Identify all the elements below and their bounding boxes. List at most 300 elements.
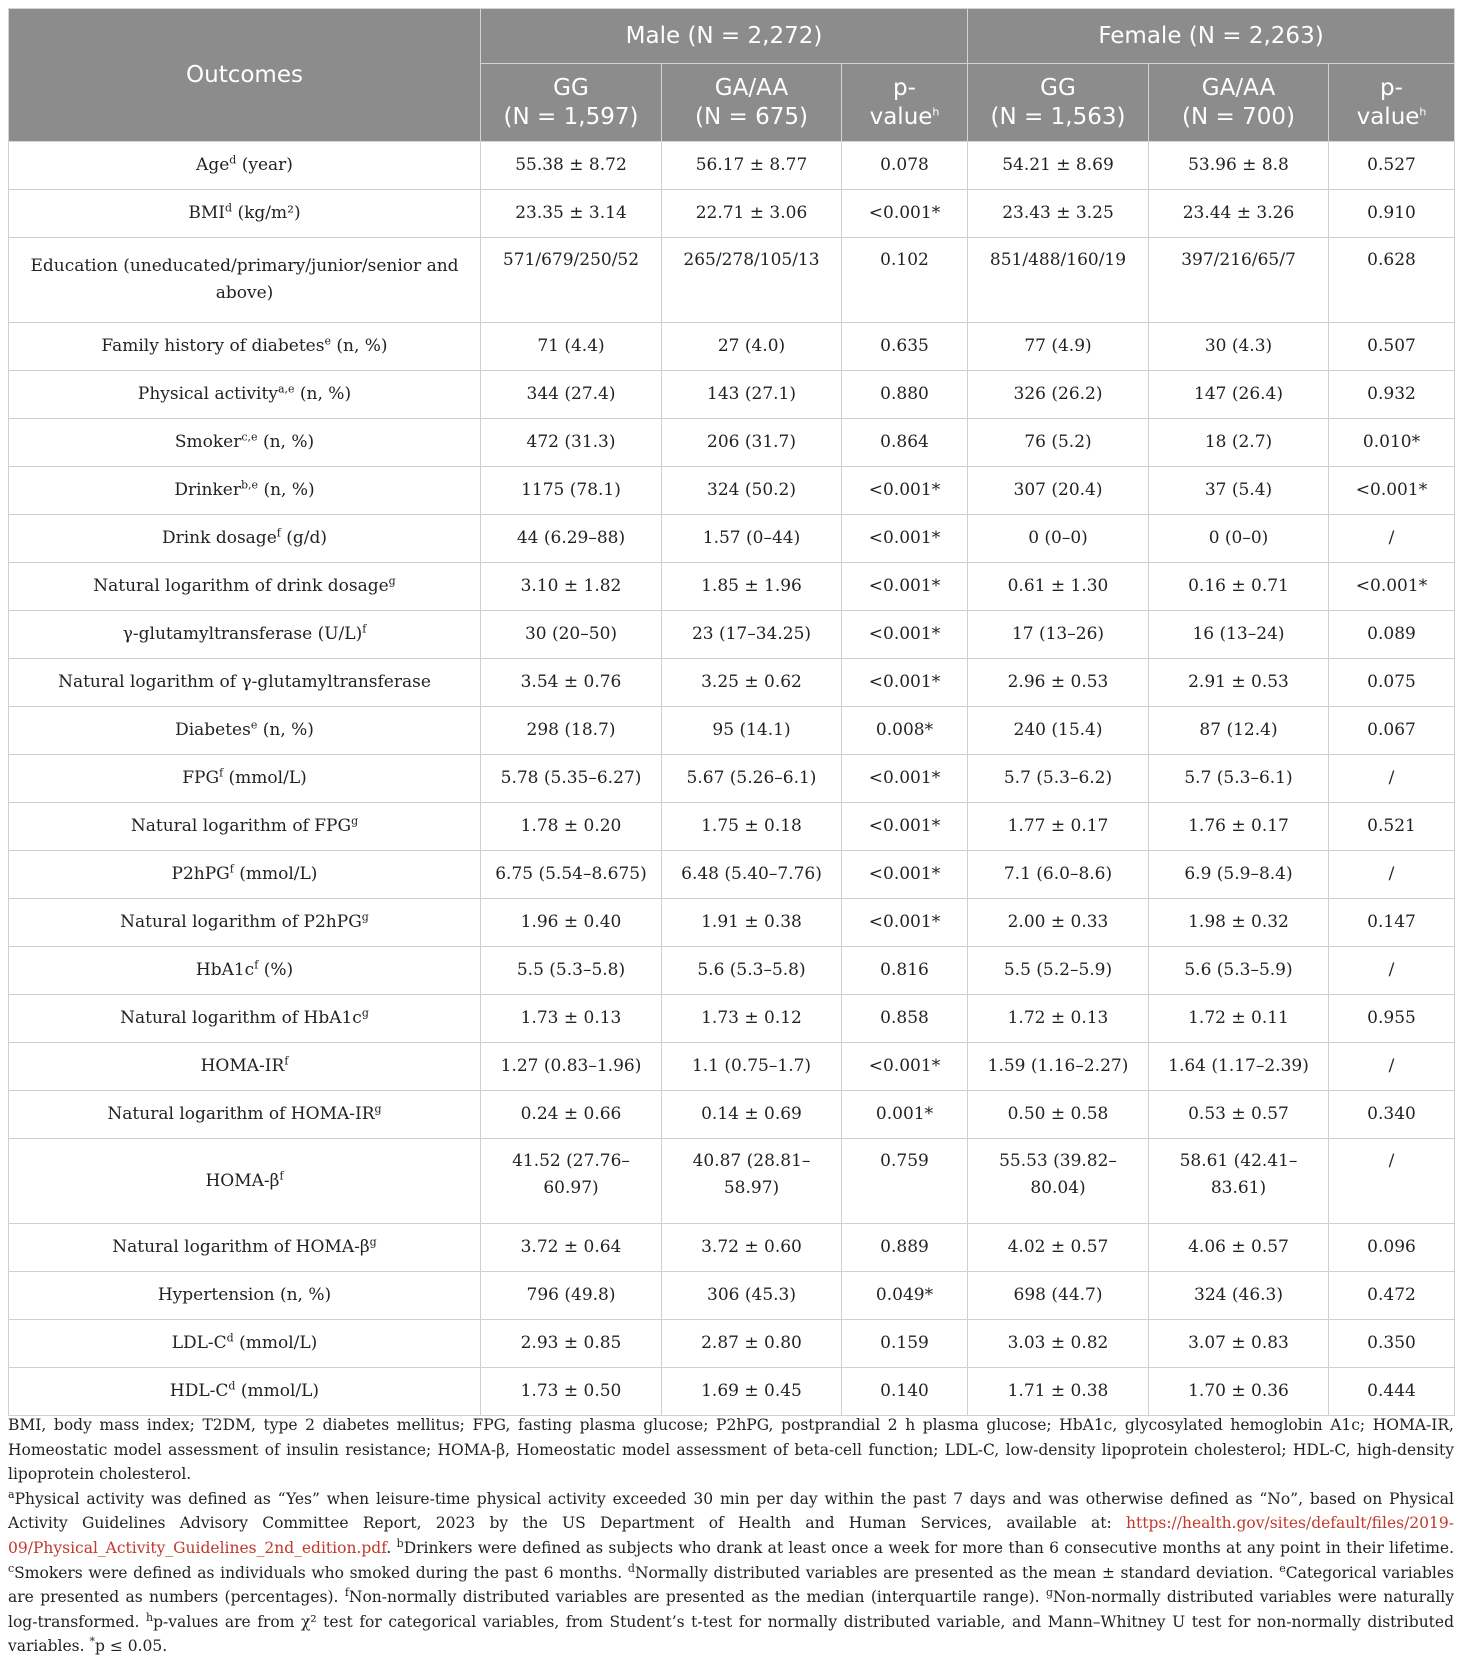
cell-female-gg: 54.21 ± 8.69 xyxy=(968,142,1149,190)
cell-female-ga: 0 (0–0) xyxy=(1149,515,1329,563)
cell-male-gg: 1.73 ± 0.50 xyxy=(481,1368,662,1416)
header-male-ga-line2: (N = 675) xyxy=(695,103,808,130)
cell-outcome xyxy=(9,803,481,851)
outcomes-table xyxy=(8,8,1455,1416)
cell-male-gg: 1.78 ± 0.20 xyxy=(481,803,662,851)
cell-female-ga: 147 (26.4) xyxy=(1149,371,1329,419)
cell-male-ga: 1.85 ± 1.96 xyxy=(662,563,842,611)
table-row xyxy=(9,1091,1455,1139)
cell-male-p: 0.635 xyxy=(842,323,968,371)
cell-female-p: 0.147 xyxy=(1329,899,1455,947)
cell-female-p: 0.340 xyxy=(1329,1091,1455,1139)
cell-male-gg: 571/679/250/52 xyxy=(481,238,662,323)
outcome-label: HbA1c xyxy=(195,960,255,980)
cell-female-ga: 1.98 ± 0.32 xyxy=(1149,899,1329,947)
outcome-label: HOMA-β xyxy=(205,1170,280,1191)
footnote-g-mark: g xyxy=(1045,1586,1054,1599)
cell-female-ga: 4.06 ± 0.57 xyxy=(1149,1224,1329,1272)
cell-outcome xyxy=(9,323,481,371)
outcome-label: Natural logarithm of HOMA-IR xyxy=(107,1104,375,1124)
cell-male-gg: 344 (27.4) xyxy=(481,371,662,419)
cell-male-p: <0.001* xyxy=(842,803,968,851)
footnote-a-end: . xyxy=(386,1538,392,1557)
outcome-footnote-mark: e xyxy=(324,334,331,348)
cell-female-ga: 37 (5.4) xyxy=(1149,467,1329,515)
cell-male-p: <0.001* xyxy=(842,1043,968,1091)
footnote-star-text: p ≤ 0.05. xyxy=(94,1637,168,1656)
cell-outcome xyxy=(9,899,481,947)
cell-male-ga: 3.25 ± 0.62 xyxy=(662,659,842,707)
cell-female-p: / xyxy=(1329,1043,1455,1091)
cell-female-p: 0.628 xyxy=(1329,238,1455,323)
outcome-label: Natural logarithm of P2hPG xyxy=(120,912,362,932)
cell-outcome xyxy=(9,419,481,467)
cell-outcome xyxy=(9,1091,481,1139)
cell-female-gg: 5.5 (5.2–5.9) xyxy=(968,947,1149,995)
cell-female-gg: 17 (13–26) xyxy=(968,611,1149,659)
cell-male-ga: 1.75 ± 0.18 xyxy=(662,803,842,851)
outcome-footnote-mark: d xyxy=(228,1379,236,1393)
cell-female-gg: 77 (4.9) xyxy=(968,323,1149,371)
table-row xyxy=(9,1224,1455,1272)
cell-female-p: 0.089 xyxy=(1329,611,1455,659)
header-female-gg-line1: GG xyxy=(1040,74,1076,101)
cell-male-p: <0.001* xyxy=(842,467,968,515)
header-male-p xyxy=(842,64,968,142)
cell-outcome xyxy=(9,1272,481,1320)
cell-male-p: <0.001* xyxy=(842,851,968,899)
table-row xyxy=(9,323,1455,371)
cell-female-gg: 7.1 (6.0–8.6) xyxy=(968,851,1149,899)
outcome-unit: (g/d) xyxy=(286,528,328,548)
cell-male-ga: 1.1 (0.75–1.7) xyxy=(662,1043,842,1091)
header-male-gg-line1: GG xyxy=(553,74,589,101)
cell-outcome xyxy=(9,1368,481,1416)
cell-male-ga: 306 (45.3) xyxy=(662,1272,842,1320)
table-row xyxy=(9,515,1455,563)
cell-male-p: 0.008* xyxy=(842,707,968,755)
cell-female-gg: 55.53 (39.82–80.04) xyxy=(968,1139,1149,1224)
table-row xyxy=(9,563,1455,611)
outcome-footnote-mark: g xyxy=(374,1102,382,1116)
cell-outcome xyxy=(9,467,481,515)
footnote-d-text: Normally distributed variables are presented as the mean ± standard deviation. xyxy=(634,1563,1274,1582)
footnote-a-text: Physical activity was defined as “Yes” when leisure-time physical activity exceeded 30 min per day within the past 7 days and was otherwise defined as “No”, based on Physical Activity Guidelines Advisory Committee Report, 2023 by the US Department of Health and Human Services, available at: xyxy=(8,1489,1454,1533)
outcome-unit: (n, %) xyxy=(279,1285,332,1305)
table-row xyxy=(9,190,1455,238)
cell-male-p: 0.102 xyxy=(842,238,968,323)
header-male-ga xyxy=(662,64,842,142)
footnote-h-text: p-values are from χ² test for categorical variables, from Student’s t-test for normally distributed variable, and Mann–Whitney U test for non-normally distributed variables. xyxy=(8,1612,1454,1656)
cell-male-ga: 1.91 ± 0.38 xyxy=(662,899,842,947)
header-p-sup: h xyxy=(1419,104,1427,118)
cell-outcome xyxy=(9,238,481,323)
outcome-footnote-mark: f xyxy=(279,1168,284,1182)
cell-outcome xyxy=(9,1320,481,1368)
cell-male-gg: 71 (4.4) xyxy=(481,323,662,371)
footnote-g-text: Non-normally distributed variables were naturally log-transformed. xyxy=(8,1588,1454,1631)
cell-male-ga: 27 (4.0) xyxy=(662,323,842,371)
cell-female-gg: 0.61 ± 1.30 xyxy=(968,563,1149,611)
outcome-unit: (mmol/L) xyxy=(239,864,318,884)
outcome-unit: (%) xyxy=(263,960,294,980)
outcome-footnote-mark: f xyxy=(254,958,259,972)
footnote-e-mark: e xyxy=(1279,1561,1286,1575)
outcome-footnote-mark: g xyxy=(361,1006,369,1020)
cell-female-gg: 0.50 ± 0.58 xyxy=(968,1091,1149,1139)
header-p-line2: value xyxy=(1356,103,1420,130)
cell-male-p: 0.880 xyxy=(842,371,968,419)
cell-female-ga: 2.91 ± 0.53 xyxy=(1149,659,1329,707)
cell-female-ga: 5.6 (5.3–5.9) xyxy=(1149,947,1329,995)
cell-male-gg: 5.5 (5.3–5.8) xyxy=(481,947,662,995)
cell-male-ga: 265/278/105/13 xyxy=(662,238,842,323)
header-p-line1: p- xyxy=(1380,74,1403,101)
cell-female-ga: 397/216/65/7 xyxy=(1149,238,1329,323)
cell-female-gg: 1.71 ± 0.38 xyxy=(968,1368,1149,1416)
cell-female-ga: 324 (46.3) xyxy=(1149,1272,1329,1320)
footnote-definitions xyxy=(8,1487,1454,1659)
cell-male-ga: 5.67 (5.26–6.1) xyxy=(662,755,842,803)
header-male-ga-line1: GA/AA xyxy=(714,74,789,101)
table-row xyxy=(9,1272,1455,1320)
cell-male-p: 0.858 xyxy=(842,995,968,1043)
outcome-label: Hypertension xyxy=(157,1285,275,1305)
cell-male-ga: 40.87 (28.81–58.97) xyxy=(662,1139,842,1224)
outcome-footnote-mark: f xyxy=(284,1054,289,1068)
table-row xyxy=(9,1320,1455,1368)
table-row xyxy=(9,142,1455,190)
cell-female-ga: 16 (13–24) xyxy=(1149,611,1329,659)
footnote-f-mark: f xyxy=(344,1586,349,1599)
header-female-ga-line1: GA/AA xyxy=(1201,74,1276,101)
cell-male-p: <0.001* xyxy=(842,899,968,947)
header-female-gg xyxy=(968,64,1149,142)
outcome-unit: (mmol/L) xyxy=(240,1381,320,1401)
cell-female-p: / xyxy=(1329,851,1455,899)
cell-male-gg: 23.35 ± 3.14 xyxy=(481,190,662,238)
cell-male-p: 0.001* xyxy=(842,1091,968,1139)
cell-female-ga: 1.70 ± 0.36 xyxy=(1149,1368,1329,1416)
table-row xyxy=(9,707,1455,755)
outcome-footnote-mark: d xyxy=(229,153,237,167)
cell-male-p: <0.001* xyxy=(842,190,968,238)
cell-male-gg: 3.10 ± 1.82 xyxy=(481,563,662,611)
cell-female-p: 0.932 xyxy=(1329,371,1455,419)
cell-male-p: 0.140 xyxy=(842,1368,968,1416)
cell-female-p: 0.075 xyxy=(1329,659,1455,707)
cell-female-ga: 1.64 (1.17–2.39) xyxy=(1149,1043,1329,1091)
cell-male-p: 0.864 xyxy=(842,419,968,467)
outcome-footnote-mark: d xyxy=(226,1331,234,1345)
footnote-c-mark: c xyxy=(8,1561,15,1575)
outcome-label: Physical activity xyxy=(137,384,278,404)
outcome-label: Natural logarithm of HbA1c xyxy=(120,1008,362,1028)
cell-female-p: 0.010* xyxy=(1329,419,1455,467)
outcome-footnote-mark: f xyxy=(229,862,234,876)
outcome-label: Age xyxy=(196,155,230,175)
cell-female-p: / xyxy=(1329,947,1455,995)
cell-male-p: <0.001* xyxy=(842,515,968,563)
cell-outcome xyxy=(9,707,481,755)
table-row xyxy=(9,851,1455,899)
footnote-e-text: Categorical variables are presented as numbers (percentages). xyxy=(8,1563,1454,1607)
footnote-b-text: Drinkers were defined as subjects who drank at least once a week for more than 6 consecutive months at any point in their lifetime. xyxy=(403,1538,1454,1557)
cell-female-gg: 240 (15.4) xyxy=(968,707,1149,755)
cell-male-p: <0.001* xyxy=(842,611,968,659)
header-outcomes: Outcomes xyxy=(9,9,481,142)
outcome-label: Family history of diabetes xyxy=(101,336,325,356)
cell-male-p: 0.889 xyxy=(842,1224,968,1272)
cell-female-gg: 851/488/160/19 xyxy=(968,238,1149,323)
cell-male-gg: 1.27 (0.83–1.96) xyxy=(481,1043,662,1091)
footnote-a-mark: a xyxy=(8,1487,15,1501)
outcome-label: Natural logarithm of γ-glutamyltransferase xyxy=(58,672,431,692)
table-row xyxy=(9,899,1455,947)
cell-male-ga: 6.48 (5.40–7.76) xyxy=(662,851,842,899)
cell-male-gg: 1175 (78.1) xyxy=(481,467,662,515)
cell-female-p: 0.521 xyxy=(1329,803,1455,851)
header-p-line1: p- xyxy=(893,74,916,101)
cell-female-p: 0.472 xyxy=(1329,1272,1455,1320)
outcome-label: HDL-C xyxy=(169,1381,229,1401)
outcome-footnote-mark: g xyxy=(361,910,369,924)
cell-female-gg: 23.43 ± 3.25 xyxy=(968,190,1149,238)
table-body xyxy=(9,142,1455,1416)
outcome-label: Drink dosage xyxy=(161,528,277,548)
cell-male-ga: 324 (50.2) xyxy=(662,467,842,515)
outcome-footnote-mark: g xyxy=(351,814,359,828)
cell-female-p: / xyxy=(1329,515,1455,563)
cell-outcome xyxy=(9,1224,481,1272)
cell-female-ga: 3.07 ± 0.83 xyxy=(1149,1320,1329,1368)
cell-outcome xyxy=(9,563,481,611)
cell-outcome xyxy=(9,947,481,995)
outcome-unit: (mmol/L) xyxy=(228,768,307,788)
table-row xyxy=(9,238,1455,323)
outcome-unit: (n, %) xyxy=(262,432,315,452)
outcome-footnote-mark: g xyxy=(369,1235,377,1249)
cell-outcome xyxy=(9,142,481,190)
cell-male-gg: 298 (18.7) xyxy=(481,707,662,755)
outcome-label: LDL-C xyxy=(171,1333,227,1353)
cell-outcome xyxy=(9,515,481,563)
cell-female-gg: 5.7 (5.3–6.2) xyxy=(968,755,1149,803)
cell-outcome xyxy=(9,190,481,238)
outcome-footnote-mark: b,e xyxy=(240,478,259,492)
cell-male-gg: 44 (6.29–88) xyxy=(481,515,662,563)
cell-male-p: <0.001* xyxy=(842,563,968,611)
cell-male-ga: 2.87 ± 0.80 xyxy=(662,1320,842,1368)
cell-female-gg: 1.59 (1.16–2.27) xyxy=(968,1043,1149,1091)
cell-female-p: 0.527 xyxy=(1329,142,1455,190)
cell-female-gg: 76 (5.2) xyxy=(968,419,1149,467)
cell-male-gg: 796 (49.8) xyxy=(481,1272,662,1320)
cell-female-ga: 0.53 ± 0.57 xyxy=(1149,1091,1329,1139)
outcome-label: HOMA-IR xyxy=(200,1056,285,1076)
cell-female-ga: 0.16 ± 0.71 xyxy=(1149,563,1329,611)
cell-male-ga: 1.73 ± 0.12 xyxy=(662,995,842,1043)
header-female: Female (N = 2,263) xyxy=(968,9,1455,64)
cell-male-p: 0.816 xyxy=(842,947,968,995)
cell-outcome xyxy=(9,371,481,419)
cell-outcome xyxy=(9,995,481,1043)
cell-female-p: / xyxy=(1329,755,1455,803)
table-row xyxy=(9,371,1455,419)
cell-female-gg: 307 (20.4) xyxy=(968,467,1149,515)
cell-female-ga: 1.72 ± 0.11 xyxy=(1149,995,1329,1043)
table-row xyxy=(9,803,1455,851)
outcome-label: Drinker xyxy=(174,480,241,500)
cell-female-gg: 326 (26.2) xyxy=(968,371,1149,419)
outcome-footnote-mark: a,e xyxy=(277,382,295,396)
cell-female-gg: 4.02 ± 0.57 xyxy=(968,1224,1149,1272)
cell-male-gg: 0.24 ± 0.66 xyxy=(481,1091,662,1139)
footnote-d-mark: d xyxy=(627,1561,635,1575)
cell-female-p: 0.096 xyxy=(1329,1224,1455,1272)
outcome-footnote-mark: e xyxy=(250,718,258,732)
footnotes xyxy=(8,1413,1454,1659)
cell-female-p: 0.067 xyxy=(1329,707,1455,755)
outcome-footnote-mark: f xyxy=(362,622,367,636)
cell-male-gg: 2.93 ± 0.85 xyxy=(481,1320,662,1368)
outcome-unit: (mmol/L) xyxy=(239,1333,318,1353)
table-header xyxy=(9,9,1455,142)
header-female-ga-line2: (N = 700) xyxy=(1182,103,1295,130)
cell-female-p: 0.507 xyxy=(1329,323,1455,371)
cell-outcome xyxy=(9,659,481,707)
cell-male-gg: 472 (31.3) xyxy=(481,419,662,467)
cell-male-p: 0.049* xyxy=(842,1272,968,1320)
cell-male-gg: 55.38 ± 8.72 xyxy=(481,142,662,190)
cell-female-ga: 87 (12.4) xyxy=(1149,707,1329,755)
cell-female-gg: 0 (0–0) xyxy=(968,515,1149,563)
cell-outcome xyxy=(9,851,481,899)
cell-female-gg: 3.03 ± 0.82 xyxy=(968,1320,1149,1368)
footnote-star-mark: * xyxy=(89,1635,95,1649)
cell-male-ga: 3.72 ± 0.60 xyxy=(662,1224,842,1272)
outcome-footnote-mark: f xyxy=(219,766,224,780)
cell-male-gg: 41.52 (27.76–60.97) xyxy=(481,1139,662,1224)
cell-female-ga: 18 (2.7) xyxy=(1149,419,1329,467)
footnote-a-link[interactable]: https://health.gov/sites/default/files/2019-09/Physical_Activity_Guidelines_2nd_edition.pdf xyxy=(8,1514,1454,1557)
header-male: Male (N = 2,272) xyxy=(481,9,968,64)
cell-male-p: 0.159 xyxy=(842,1320,968,1368)
cell-female-ga: 58.61 (42.41–83.61) xyxy=(1149,1139,1329,1224)
table-row xyxy=(9,995,1455,1043)
cell-female-gg: 2.96 ± 0.53 xyxy=(968,659,1149,707)
cell-female-p: 0.910 xyxy=(1329,190,1455,238)
cell-outcome xyxy=(9,1139,481,1224)
table-row xyxy=(9,1043,1455,1091)
outcome-unit: (n, %) xyxy=(262,720,314,740)
cell-male-p: 0.078 xyxy=(842,142,968,190)
outcome-unit: (kg/m²) xyxy=(237,203,301,223)
outcome-footnote-mark: d xyxy=(225,201,233,215)
cell-outcome xyxy=(9,1043,481,1091)
cell-female-gg: 698 (44.7) xyxy=(968,1272,1149,1320)
cell-female-gg: 2.00 ± 0.33 xyxy=(968,899,1149,947)
table-row xyxy=(9,947,1455,995)
cell-female-p: / xyxy=(1329,1139,1455,1224)
header-male-gg xyxy=(481,64,662,142)
outcome-footnote-mark: f xyxy=(276,526,281,540)
cell-female-ga: 53.96 ± 8.8 xyxy=(1149,142,1329,190)
table-row xyxy=(9,659,1455,707)
cell-female-p: <0.001* xyxy=(1329,467,1455,515)
table-container xyxy=(8,8,1454,1416)
cell-female-ga: 6.9 (5.9–8.4) xyxy=(1149,851,1329,899)
cell-male-ga: 0.14 ± 0.69 xyxy=(662,1091,842,1139)
table-row xyxy=(9,755,1455,803)
cell-female-ga: 23.44 ± 3.26 xyxy=(1149,190,1329,238)
outcome-unit: (year) xyxy=(241,155,293,175)
cell-male-ga: 22.71 ± 3.06 xyxy=(662,190,842,238)
table-row xyxy=(9,1368,1455,1416)
cell-female-p: 0.444 xyxy=(1329,1368,1455,1416)
cell-male-ga: 5.6 (5.3–5.8) xyxy=(662,947,842,995)
outcome-label: BMI xyxy=(188,203,226,223)
header-p-line2: value xyxy=(869,103,933,130)
cell-male-gg: 6.75 (5.54–8.675) xyxy=(481,851,662,899)
header-female-p xyxy=(1329,64,1455,142)
outcome-footnote-mark: g xyxy=(388,574,396,588)
outcome-unit: (n, %) xyxy=(263,480,315,500)
header-male-gg-line2: (N = 1,597) xyxy=(503,103,639,130)
cell-male-ga: 95 (14.1) xyxy=(662,707,842,755)
cell-outcome xyxy=(9,755,481,803)
cell-male-ga: 1.57 (0–44) xyxy=(662,515,842,563)
footnote-abbrev-text: BMI, body mass index; T2DM, type 2 diabetes mellitus; FPG, fasting plasma glucose; P2hPG, postprandial 2 h plasma glucose; HbA1c, glycosylated hemoglobin A1c; HOMA-IR, Homeostatic model assessment of insulin resistance; HOMA-β, Homeostatic model assessment of beta-cell function; LDL-C, low-density lipoprotein cholesterol; HDL-C, high-density lipoprotein cholesterol. xyxy=(8,1416,1454,1484)
cell-male-gg: 3.72 ± 0.64 xyxy=(481,1224,662,1272)
cell-female-ga: 30 (4.3) xyxy=(1149,323,1329,371)
cell-female-ga: 5.7 (5.3–6.1) xyxy=(1149,755,1329,803)
cell-male-p: 0.759 xyxy=(842,1139,968,1224)
table-row xyxy=(9,611,1455,659)
cell-male-ga: 206 (31.7) xyxy=(662,419,842,467)
outcome-label: Natural logarithm of FPG xyxy=(130,816,352,836)
cell-male-p: <0.001* xyxy=(842,659,968,707)
footnote-abbreviations xyxy=(8,1413,1454,1487)
header-female-ga xyxy=(1149,64,1329,142)
cell-male-p: <0.001* xyxy=(842,755,968,803)
cell-female-gg: 1.77 ± 0.17 xyxy=(968,803,1149,851)
cell-female-p: <0.001* xyxy=(1329,563,1455,611)
outcome-label: γ-glutamyltransferase (U/L) xyxy=(122,624,363,644)
table-row xyxy=(9,467,1455,515)
outcome-label: Diabetes xyxy=(175,720,251,740)
footnote-f-text: Non-normally distributed variables are presented as the median (interquartile range). xyxy=(348,1588,1040,1607)
outcome-unit: (n, %) xyxy=(299,384,352,404)
table-row xyxy=(9,1139,1455,1224)
outcome-unit: (n, %) xyxy=(336,336,388,356)
cell-female-ga: 1.76 ± 0.17 xyxy=(1149,803,1329,851)
cell-male-gg: 3.54 ± 0.76 xyxy=(481,659,662,707)
cell-male-ga: 23 (17–34.25) xyxy=(662,611,842,659)
outcome-label: FPG xyxy=(182,768,220,788)
cell-male-gg: 5.78 (5.35–6.27) xyxy=(481,755,662,803)
header-female-gg-line2: (N = 1,563) xyxy=(990,103,1126,130)
cell-male-ga: 1.69 ± 0.45 xyxy=(662,1368,842,1416)
outcome-label: Natural logarithm of drink dosage xyxy=(93,576,389,596)
cell-outcome xyxy=(9,611,481,659)
cell-male-gg: 30 (20–50) xyxy=(481,611,662,659)
cell-male-ga: 56.17 ± 8.77 xyxy=(662,142,842,190)
footnote-b-mark: b xyxy=(396,1536,404,1550)
outcome-label: Smoker xyxy=(174,432,242,452)
outcome-label: Education (uneducated/primary/junior/senior and above) xyxy=(30,256,459,303)
outcome-footnote-mark: c,e xyxy=(241,430,258,444)
